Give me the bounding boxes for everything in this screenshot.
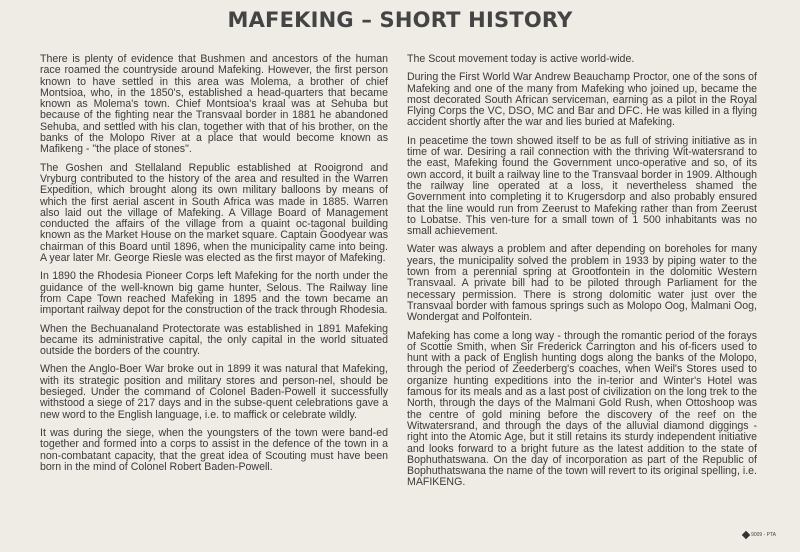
diamond-icon (742, 531, 750, 539)
paragraph: It was during the siege, when the youngsters of the town were band-ed together and formed into a corps to assist in the defence of the town in a non-combatant capacity, that the great idea of Scouting must have been born in the mind of Colonel Robert Baden-Powell. (40, 426, 388, 473)
paragraph: The Goshen and Stellaland Republic established at Rooigrond and Vryburg contributed to the history of the area and resulted in the Warren Expedition, which brought along its own military balloons by means of which the first aerial ascent in South Africa was made in 1885. Warren also laid out the village of Mafeking. A Village Board of Management conducted the affairs of the village from a quaint oc-tagonal building known as the Market House on the market square. Captain Goodyear was chairman of this Board until 1896, when the municipality came into being. A year later Mr. George Riesle was elected as the first mayor of Mafeking. (40, 161, 389, 265)
paragraph: In peacetime the town showed itself to be as full of striving initiative as in time of war. Desiring a rail connection with the thriving Wit-watersrand to the east, Mafeking found the Government unco-operative and so, of its own accord, it built a railway line to the Transvaal border in 1909. Although the railway line operated at a loss, it nevertheless shamed the Government into completing it to Krugersdorp and also probably ensured that the line would run from Zeerust to Mafeking rather than from Zeerust to Lobatse. This ven-ture for a small town of 1 500 inhabitants was no small achievement. (407, 134, 757, 238)
paragraph: The Scout movement today is active world-wide. (407, 53, 635, 65)
printer-mark-text: 9009 - PTA (751, 532, 776, 538)
page-title: MAFEKING – SHORT HISTORY (227, 8, 573, 32)
paragraph: When the Bechuanaland Protectorate was established in 1891 Mafeking became its administrative capital, the only capital in the world situated outside the borders of the country. (40, 322, 388, 358)
paragraph: When the Anglo-Boer War broke out in 1899 it was natural that Mafeking, with its strategic position and military stores and person-nel, should be besieged. Under the command of Colonel Baden-Powell it successfully withstood a siege of 217 days and in the subse-quent celebrations gave a new word to the English language, i.e. to maffick or celebrate wildly. (40, 363, 388, 421)
paragraph: There is plenty of evidence that Bushmen and ancestors of the human race roamed the countryside around Mafeking. However, the first person known to have settled in this area was Molema, a brother of chief Montsioa, who, in the 1850's, established a head-quarters that became known as Molema's town. Chief Montsioa's kraal was at Sehuba but because of the fighting near the Transvaal border in 1881 he abandoned Sehuba, and settled with his clan, together with that of his brother, on the banks of the Molopo River at a place that would become known as Mafikeng - "the place of stones". (40, 53, 388, 156)
left-column (40, 54, 388, 480)
paragraph: During the First World War Andrew Beauchamp Proctor, one of the sons of Mafeking and one of the many from Mafeking who joined up, became the most decorated South African serviceman, earning as a pilot in the Royal Flying Corps the VC, DSO, MC and Bar and DFC. He was killed in a flying accident shortly after the war and lies buried at Mafeking. (407, 71, 757, 129)
printer-mark (743, 532, 776, 538)
right-column (407, 54, 757, 496)
paragraph: Mafeking has come a long way - through the romantic period of the forays of Scottie Smith, when Sir Frederick Carrington and his of-ficers used to hunt with a pack of English hunting dogs along the banks of the Molopo, through the period of Zeederberg's coaches, when Weil's Stores used to organize hunting expeditions into the in-terior and Winter's Hotel was famous for its meals and as a last post of civilization on the long trek to the North, through the days of the Malmani Gold Rush, when Ottoshoop was the centre of gold mining before the discovery of the reef on the Witwatersrand, and through the days of the alluvial diamond diggings -right into the Atomic Age, but it still retains its sturdy independent initiative and looks forward to a bright future as the latest addition to the state of Bophuthatswana. On the day of incorporation as part of the Republic of Bophuthatswana the name of the town will revert to its original spelling, i.e. MAFIKENG. (407, 329, 757, 489)
paragraph: In 1890 the Rhodesia Pioneer Corps left Mafeking for the north under the guidance of the well-known big game hunter, Selous. The Railway line from Cape Town reached Mafeking in 1895 and the town became an important railway depot for the construction of the track through Rhodesia. (40, 270, 388, 317)
paragraph: Water was always a problem and after depending on boreholes for many years, the municipality solved the problem in 1933 by piping water to the town from a perennial spring at Grootfontein in the dolomitic Western Transvaal. A private bill had to be piloted through Parliament for the necessary permission. There is strong dolomitic water just over the Transvaal border with famous springs such as Molopo Oog, Malmani Oog, Wondergat and Polfontein. (407, 243, 757, 324)
